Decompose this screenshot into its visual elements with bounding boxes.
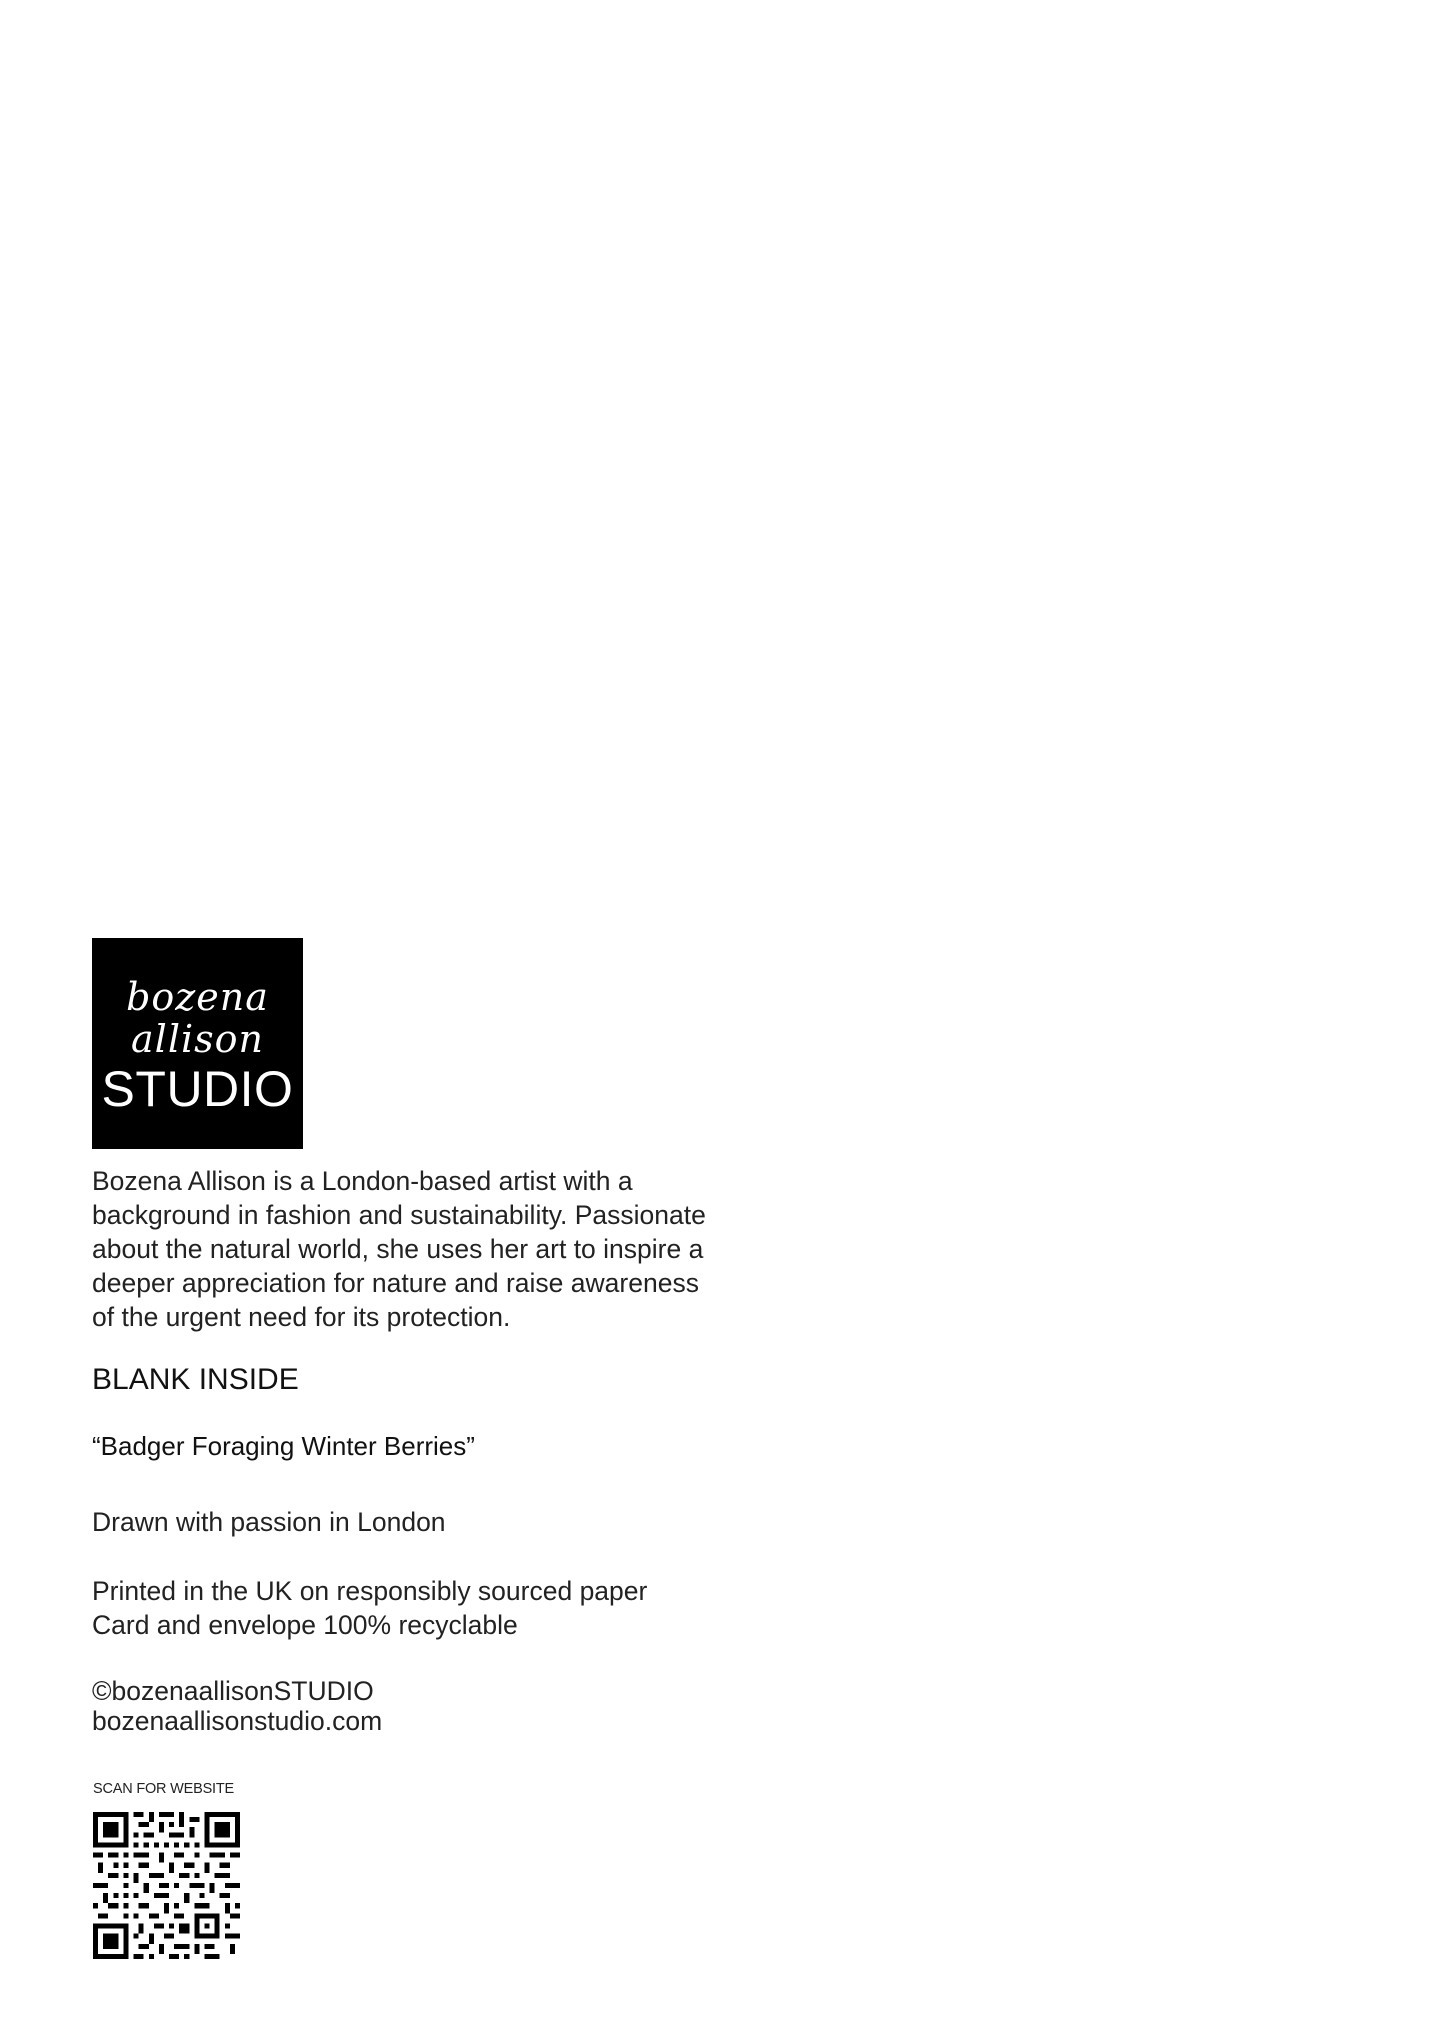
drawn-in-london-note: Drawn with passion in London [92,1507,446,1537]
bio-line: about the natural world, she uses her art to inspire a [92,1234,704,1264]
copyright-text: ©bozenaallisonSTUDIO [92,1676,374,1706]
logo-studio-wordmark: STUDIO [101,1061,294,1117]
bio-line: Bozena Allison is a London-based artist with a [92,1166,633,1196]
bio-line: background in fashion and sustainability. Passionate [92,1200,706,1230]
scan-for-website-label: SCAN FOR WEBSITE [93,1781,235,1797]
credits [92,1676,382,1736]
qr-code-icon [93,1812,240,1959]
printing-line: Printed in the UK on responsibly sourced paper [92,1576,648,1606]
logo-script-line-2: allison [131,1017,264,1061]
printing-info [92,1574,647,1642]
artist-bio [92,1164,706,1334]
bio-line: of the urgent need for its protection. [92,1302,511,1332]
recyclable-line: Card and envelope 100% recyclable [92,1610,518,1640]
website-url: bozenaallisonstudio.com [92,1706,383,1736]
studio-logo [92,938,303,1149]
blank-inside-label: BLANK INSIDE [92,1363,299,1396]
bio-line: deeper appreciation for nature and raise awareness [92,1268,699,1298]
logo-script-line-1: bozena [126,975,269,1019]
artwork-title: “Badger Foraging Winter Berries” [92,1431,475,1461]
